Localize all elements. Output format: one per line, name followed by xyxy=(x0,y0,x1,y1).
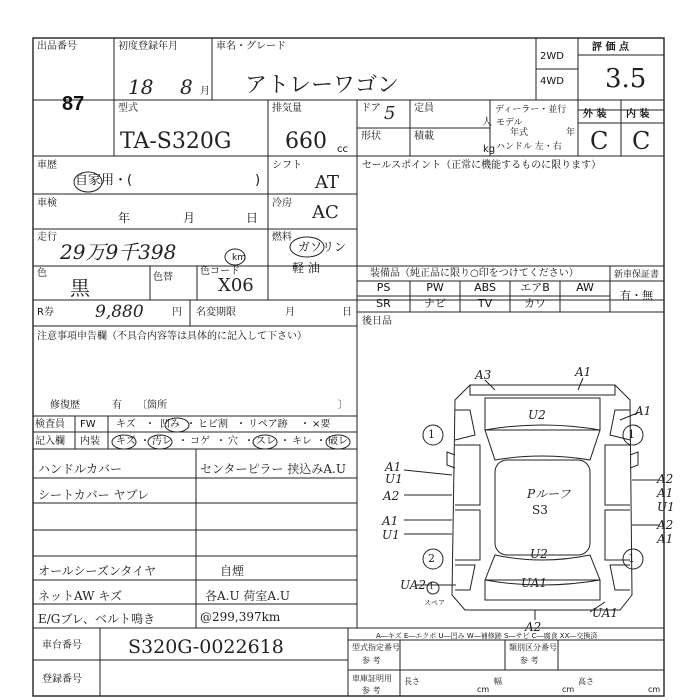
mark-u1-lfdoor: U1 xyxy=(385,472,403,486)
insp-row1-scratch: キズ xyxy=(116,419,136,430)
mark-a2-rrdoor: A2 xyxy=(657,518,674,532)
class-ref: 参 考 xyxy=(520,656,539,665)
lot-label: 出品番号 xyxy=(37,41,77,52)
sales-point-label: セールスポイント（正常に機能するものに限ります） xyxy=(362,160,602,171)
insp-row2-sep: ・ xyxy=(280,436,290,447)
first-reg-month-unit: 月 xyxy=(200,86,210,97)
mark-a1-rfdoor: A1 xyxy=(657,486,674,500)
lot-number: 87 xyxy=(62,93,85,115)
equip-abs: ABS xyxy=(474,281,496,294)
insp-fw: FW xyxy=(80,419,96,430)
color-code-value: X06 xyxy=(218,275,254,296)
color-code-label: 色コード xyxy=(200,266,240,277)
inspection-year: 年 xyxy=(118,211,131,225)
rear-label: 後日品 xyxy=(362,316,392,327)
inspector-label1: 検査員 xyxy=(35,419,65,430)
recycle-value: 9,880 xyxy=(95,302,144,322)
fuel-diesel: 軽 油 xyxy=(292,261,320,275)
comment-left-5: ネットAW キズ xyxy=(38,589,123,603)
cert-label: 新車保証書 xyxy=(614,270,660,280)
repair-label: 修復歴 xyxy=(50,400,80,411)
comment-left-6: E/Gブレ、ベルト鳴き xyxy=(38,612,155,626)
shift-label: シフト xyxy=(272,160,302,171)
dealer-label: ディーラー・並行 xyxy=(495,105,567,115)
recycle-label: R券 xyxy=(37,307,54,318)
ac-value: AC xyxy=(312,202,339,223)
height-label: 高さ xyxy=(578,677,594,686)
carname-label: 車名・グレード xyxy=(216,41,286,52)
comment-right-0: センターピラー 挟込みA.U xyxy=(200,462,346,476)
mark-ua1-tailgate: UA1 xyxy=(521,576,548,590)
score-value: 3.5 xyxy=(605,64,647,94)
equipment-label: 装備品（純正品に限り○印をつけてください） xyxy=(370,268,579,279)
insp-row2-sep: ・ xyxy=(216,436,226,447)
capacity-unit: 人 xyxy=(482,117,492,128)
recycle-unit: 円 xyxy=(172,307,182,318)
insp-row1-dent: 凹み xyxy=(160,419,180,430)
spare-label: スペア xyxy=(424,599,445,607)
history-label: 車歴 xyxy=(37,160,57,171)
mark-a1-lfdoor: A1 xyxy=(385,460,402,474)
insp-row2-dirt: 汚レ xyxy=(152,436,172,447)
insp-row2-scratch: キズ xyxy=(116,436,136,447)
type-cert-label: 型式指定番号 xyxy=(352,643,400,652)
insp-row2-cut: キレ xyxy=(292,436,312,447)
mark-a1-front: A1 xyxy=(575,365,592,379)
equip-sr: SR xyxy=(376,297,391,310)
inspection-month: 月 xyxy=(183,211,196,225)
equip-leather: カワ xyxy=(524,297,546,310)
handle-label: ハンドル 左・右 xyxy=(496,142,562,152)
equip-tv: TV xyxy=(477,297,493,310)
shift-value: AT xyxy=(315,172,340,193)
comment-right-5: 各A.U 荷室A.U xyxy=(205,589,291,603)
displacement-value: 660 xyxy=(285,129,327,154)
equip-pw: PW xyxy=(426,281,444,294)
color-value: 黒 xyxy=(70,276,90,300)
model-year-label1: モデル xyxy=(496,118,523,128)
circle-1-lf: 1 xyxy=(428,428,435,441)
name-change-day: 日 xyxy=(342,307,352,318)
wd2-label: 2WD xyxy=(540,51,564,62)
exterior-label: 外 装 xyxy=(583,109,607,120)
insp-row1-sep: ・ xyxy=(236,419,246,430)
comment-left-0: ハンドルカバー xyxy=(38,462,123,476)
repair-value: 有 xyxy=(112,400,122,411)
mark-a1-rfender: A1 xyxy=(635,404,652,418)
insp-row2-sep: ・ xyxy=(178,436,188,447)
insp-row1-needs: ×要 xyxy=(312,419,331,430)
fuel-label: 燃料 xyxy=(272,232,292,243)
interior-value: C xyxy=(632,127,651,155)
model-value: TA-S320G xyxy=(120,129,232,154)
equip-ps: PS xyxy=(376,281,391,294)
ac-label: 冷房 xyxy=(272,198,292,209)
door-value: 5 xyxy=(384,103,396,124)
insp-row1-sep: ・ xyxy=(300,419,310,430)
model-year-unit: 年 xyxy=(566,128,576,138)
name-change-month: 月 xyxy=(285,307,295,318)
mark-a2-lfdoor: A2 xyxy=(383,489,400,503)
circle-1-rr: 1 xyxy=(628,552,635,565)
repair-place-close: 〕 xyxy=(338,400,348,411)
door-label: ドア xyxy=(361,103,381,114)
diagram-legend: A―キズ E―エクボ U―凹み W―補修跡 S―サビ C―腐食 XX―交換済 xyxy=(376,632,598,640)
circle-2-lr: 2 xyxy=(428,552,435,565)
first-reg-year: 18 xyxy=(128,75,154,99)
reg-label: 登録番号 xyxy=(42,674,82,685)
mark-a1-lrdoor: A1 xyxy=(382,514,399,528)
insp-row1-repair: リペア跡 xyxy=(248,419,288,430)
mark-a2-rfdoor: A2 xyxy=(657,472,674,486)
load-label: 積載 xyxy=(414,131,434,142)
type-cert-ref: 参 考 xyxy=(362,656,381,665)
color-label: 色 xyxy=(37,268,47,279)
repair-place-label: 〔箇所 xyxy=(137,400,167,411)
interior-label: 内 装 xyxy=(626,109,650,120)
roof-grade: S3 xyxy=(532,503,548,517)
mark-a1-rrdoor: A1 xyxy=(657,532,674,546)
insp-row2-sep: ・ xyxy=(244,436,254,447)
mark-a3-front: A3 xyxy=(475,368,492,382)
displacement-unit: cc xyxy=(337,144,348,155)
equip-navi: ナビ xyxy=(424,297,446,310)
model-label: 型式 xyxy=(118,103,138,114)
inspector-label2: 記入欄 xyxy=(35,436,65,447)
wd4-label: 4WD xyxy=(540,76,564,87)
circle-1-spare: 1 xyxy=(429,582,435,591)
exterior-value: C xyxy=(590,127,609,155)
name-change-label: 名変期限 xyxy=(196,307,236,318)
mileage-unit: km xyxy=(232,253,246,263)
first-reg-month: 8 xyxy=(180,75,193,99)
insp-row2-sep: ・ xyxy=(140,436,150,447)
insp-row1-sep: ・ xyxy=(186,419,196,430)
comment-right-6: @299,397km xyxy=(200,610,281,624)
shape-label: 形状 xyxy=(361,131,381,142)
capacity-label: 定員 xyxy=(414,103,434,114)
notes-label: 注意事項申告欄（不具合内容等は具体的に記入して下さい） xyxy=(37,331,307,342)
length-unit: cm xyxy=(477,685,490,694)
insp-row2-burn: コゲ xyxy=(190,436,210,447)
equip-airbag: エアB xyxy=(520,281,550,294)
roof-label: Pルーフ xyxy=(527,487,571,501)
cert-value: 有・無 xyxy=(620,289,653,302)
insp-row2-tear: 破レ xyxy=(328,436,348,447)
mark-u1-lrdoor: U1 xyxy=(382,528,400,542)
displacement-label: 排気量 xyxy=(272,103,302,114)
inspection-label: 車検 xyxy=(37,198,57,209)
score-label: 評 価 点 xyxy=(592,42,629,53)
insp-row2-wear: スレ xyxy=(256,436,276,447)
class-label: 類別区分番号 xyxy=(509,643,557,652)
insp-row2-sep: ・ xyxy=(316,436,326,447)
model-year-label2: 年式 xyxy=(510,128,529,138)
carname-value: アトレーワゴン xyxy=(245,73,400,98)
chassis-label: 車台番号 xyxy=(42,640,82,651)
length-label: 長さ xyxy=(404,677,420,686)
inspection-day: 日 xyxy=(246,211,259,225)
width-label: 幅 xyxy=(494,677,502,686)
mark-u2-hood: U2 xyxy=(528,408,546,422)
comment-left-4: オールシーズンタイヤ xyxy=(38,564,157,578)
color-change-label: 色替 xyxy=(153,272,173,283)
load-unit: kg xyxy=(483,144,496,155)
insp-row1-crack: ヒビ割 xyxy=(198,419,228,430)
comment-left-1: シートカバー ヤブレ xyxy=(38,488,149,502)
mark-a2-bumper: A2 xyxy=(525,620,542,634)
mileage-value: 29万9千398 xyxy=(60,240,177,264)
height-unit: cm xyxy=(648,685,661,694)
equip-aw: AW xyxy=(576,281,594,294)
history-value: 自家用・( xyxy=(75,173,133,188)
width-unit: cm xyxy=(562,685,575,694)
chassis-value: S320G-0022618 xyxy=(128,636,284,658)
fuel-gas: ガソリン xyxy=(298,240,347,254)
insp-interior: 内装 xyxy=(80,436,100,447)
mark-ua1-rrear: UA1 xyxy=(592,606,619,620)
mark-u2-rear: U2 xyxy=(530,547,548,561)
circle-1-rf: 1 xyxy=(628,428,635,441)
reg-cert-ref: 参 考 xyxy=(362,686,381,695)
mark-ua2-lrear: UA2 xyxy=(400,578,427,592)
insp-row1-sep: ・ xyxy=(145,419,155,430)
mileage-label: 走行 xyxy=(37,232,57,243)
first-reg-label: 初度登録年月 xyxy=(118,41,178,52)
history-close: ) xyxy=(255,173,261,188)
reg-cert-label: 車庫証明用 xyxy=(352,674,392,683)
comment-right-4: 自煙 xyxy=(220,564,245,578)
insp-row2-hole: 穴 xyxy=(228,436,238,447)
mark-u1-rfdoor: U1 xyxy=(657,500,675,514)
